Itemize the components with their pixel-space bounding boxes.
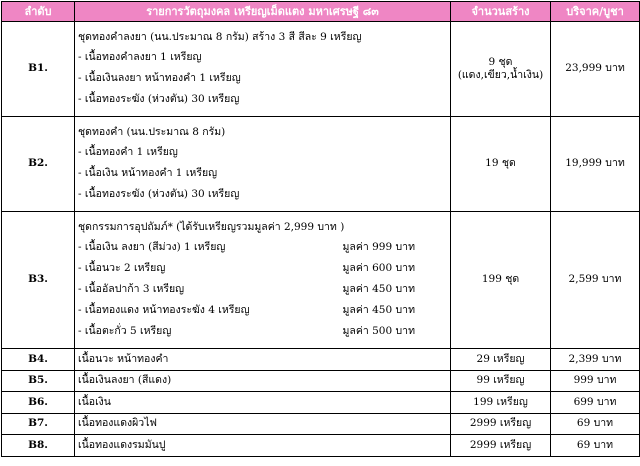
description-line [78,321,447,342]
row-donation-price: 69 บาท [551,414,640,435]
row-description [75,117,451,212]
description-line [78,439,447,452]
item-value-note: มูลค่า 450 บาท [342,282,415,295]
row-donation-price: 19,999 บาท [551,117,640,212]
row-quantity [451,22,551,117]
row-order-id: B5. [2,371,75,392]
row-description [75,414,451,435]
row-description [75,435,451,457]
header-row [2,2,640,22]
description-line [78,279,447,300]
description-line [78,123,447,142]
description-line [78,184,447,205]
row-donation-price: 69 บาท [551,435,640,457]
item-text: - เนื้อเงิน ลงยา (สีม่วง) 1 เหรียญ [78,240,226,253]
row-description [75,349,451,371]
table-row [2,212,640,349]
row-order-id: B1. [2,22,75,117]
row-order-id: B6. [2,392,75,414]
item-value-note: มูลค่า 500 บาท [342,324,415,337]
table-row [2,349,640,371]
description-line [78,47,447,68]
quantity-value: 199 เหรียญ [473,395,528,408]
row-order-id: B4. [2,349,75,371]
item-value-note: มูลค่า 600 บาท [342,261,415,274]
item-text: เนื้อทองแดงผิวไฟ [78,417,157,430]
table-row [2,371,640,392]
row-description [75,22,451,117]
description-line [78,396,447,409]
description-line [78,68,447,89]
price-table [1,1,640,457]
header-donation: บริจาค/บูชา [551,2,640,22]
description-line [78,300,447,321]
row-quantity [451,414,551,435]
row-donation-price: 699 บาท [551,392,640,414]
quantity-value: 99 เหรียญ [476,374,525,387]
description-line [78,89,447,110]
row-quantity [451,212,551,349]
item-text: - เนื้อทองระฆัง (ห่วงตัน) 30 เหรียญ [78,92,240,105]
row-donation-price: 2,599 บาท [551,212,640,349]
item-text: - เนื้อตะกั่ว 5 เหรียญ [78,324,172,337]
description-line [78,237,447,258]
quantity-value: 2999 เหรียญ [469,438,532,451]
header-order: ลำดับ [2,2,75,22]
table-row [2,414,640,435]
item-text: เนื้อเงิน [78,395,111,408]
item-value-note: มูลค่า 450 บาท [342,303,415,316]
row-donation-price: 23,999 บาท [551,22,640,117]
item-text: เนื้อนวะ หน้าทองคำ [78,352,169,365]
row-donation-price: 2,399 บาท [551,349,640,371]
quantity-value: 19 ชุด [485,157,516,170]
header-item-list: รายการวัตถุมงคล เหรียญเม็ดแตง มหาเศรษฐี ๘๓ [75,2,451,22]
row-quantity [451,349,551,371]
description-line [78,353,447,366]
item-text: ชุดทองคำ (นน.ประมาณ 8 กรัม) [78,125,226,138]
quantity-value: 2999 เหรียญ [469,417,532,430]
row-quantity [451,392,551,414]
description-line [78,218,447,237]
item-value-note: มูลค่า 999 บาท [342,240,415,253]
item-text: - เนื้อทองคำลงยา 1 เหรียญ [78,50,202,63]
table-row [2,392,640,414]
item-text: เนื้อเงินลงยา (สีแดง) [78,374,172,387]
description-line [78,163,447,184]
description-line [78,28,447,47]
description-line [78,417,447,430]
row-description [75,212,451,349]
quantity-value: 29 เหรียญ [476,352,525,365]
row-quantity [451,371,551,392]
row-description [75,371,451,392]
description-line [78,374,447,387]
table-row [2,117,640,212]
quantity-value: 199 ชุด [481,273,520,286]
row-order-id: B7. [2,414,75,435]
item-text: - เนื้อทองคำ 1 เหรียญ [78,145,178,158]
row-description [75,392,451,414]
row-order-id: B3. [2,212,75,349]
quantity-colors: (แดง,เขียว,น้ำเงิน) [457,69,544,81]
row-order-id: B2. [2,117,75,212]
row-donation-price: 999 บาท [551,371,640,392]
row-order-id: B8. [2,435,75,457]
table-body [2,22,640,457]
description-line [78,142,447,163]
item-text: ชุดทองคำลงยา (นน.ประมาณ 8 กรัม) สร้าง 3 สี สีละ 9 เหรียญ [78,30,362,43]
row-quantity [451,117,551,212]
item-text: - เนื้อนวะ 2 เหรียญ [78,261,166,274]
table-row [2,435,640,457]
item-text: เนื้อทองแดงรมมันปู [78,438,166,451]
header-quantity: จำนวนสร้าง [451,2,551,22]
item-text: - เนื้อเงิน หน้าทองคำ 1 เหรียญ [78,166,218,179]
row-quantity [451,435,551,457]
item-text: ชุดกรรมการอุปถัมภ์* (ได้รับเหรียญรวมมูลค่า 2,999 บาท ) [78,220,345,233]
item-text: - เนื้อทองแดง หน้าทองระฆัง 4 เหรียญ [78,303,250,316]
item-text: - เนื้อเงินลงยา หน้าทองคำ 1 เหรียญ [78,71,241,84]
quantity-value: 9 ชุด [488,55,513,68]
item-text: - เนื้ออัลปาก้า 3 เหรียญ [78,282,185,295]
item-text: - เนื้อทองระฆัง (ห่วงตัน) 30 เหรียญ [78,187,240,200]
description-line [78,258,447,279]
table-row [2,22,640,117]
